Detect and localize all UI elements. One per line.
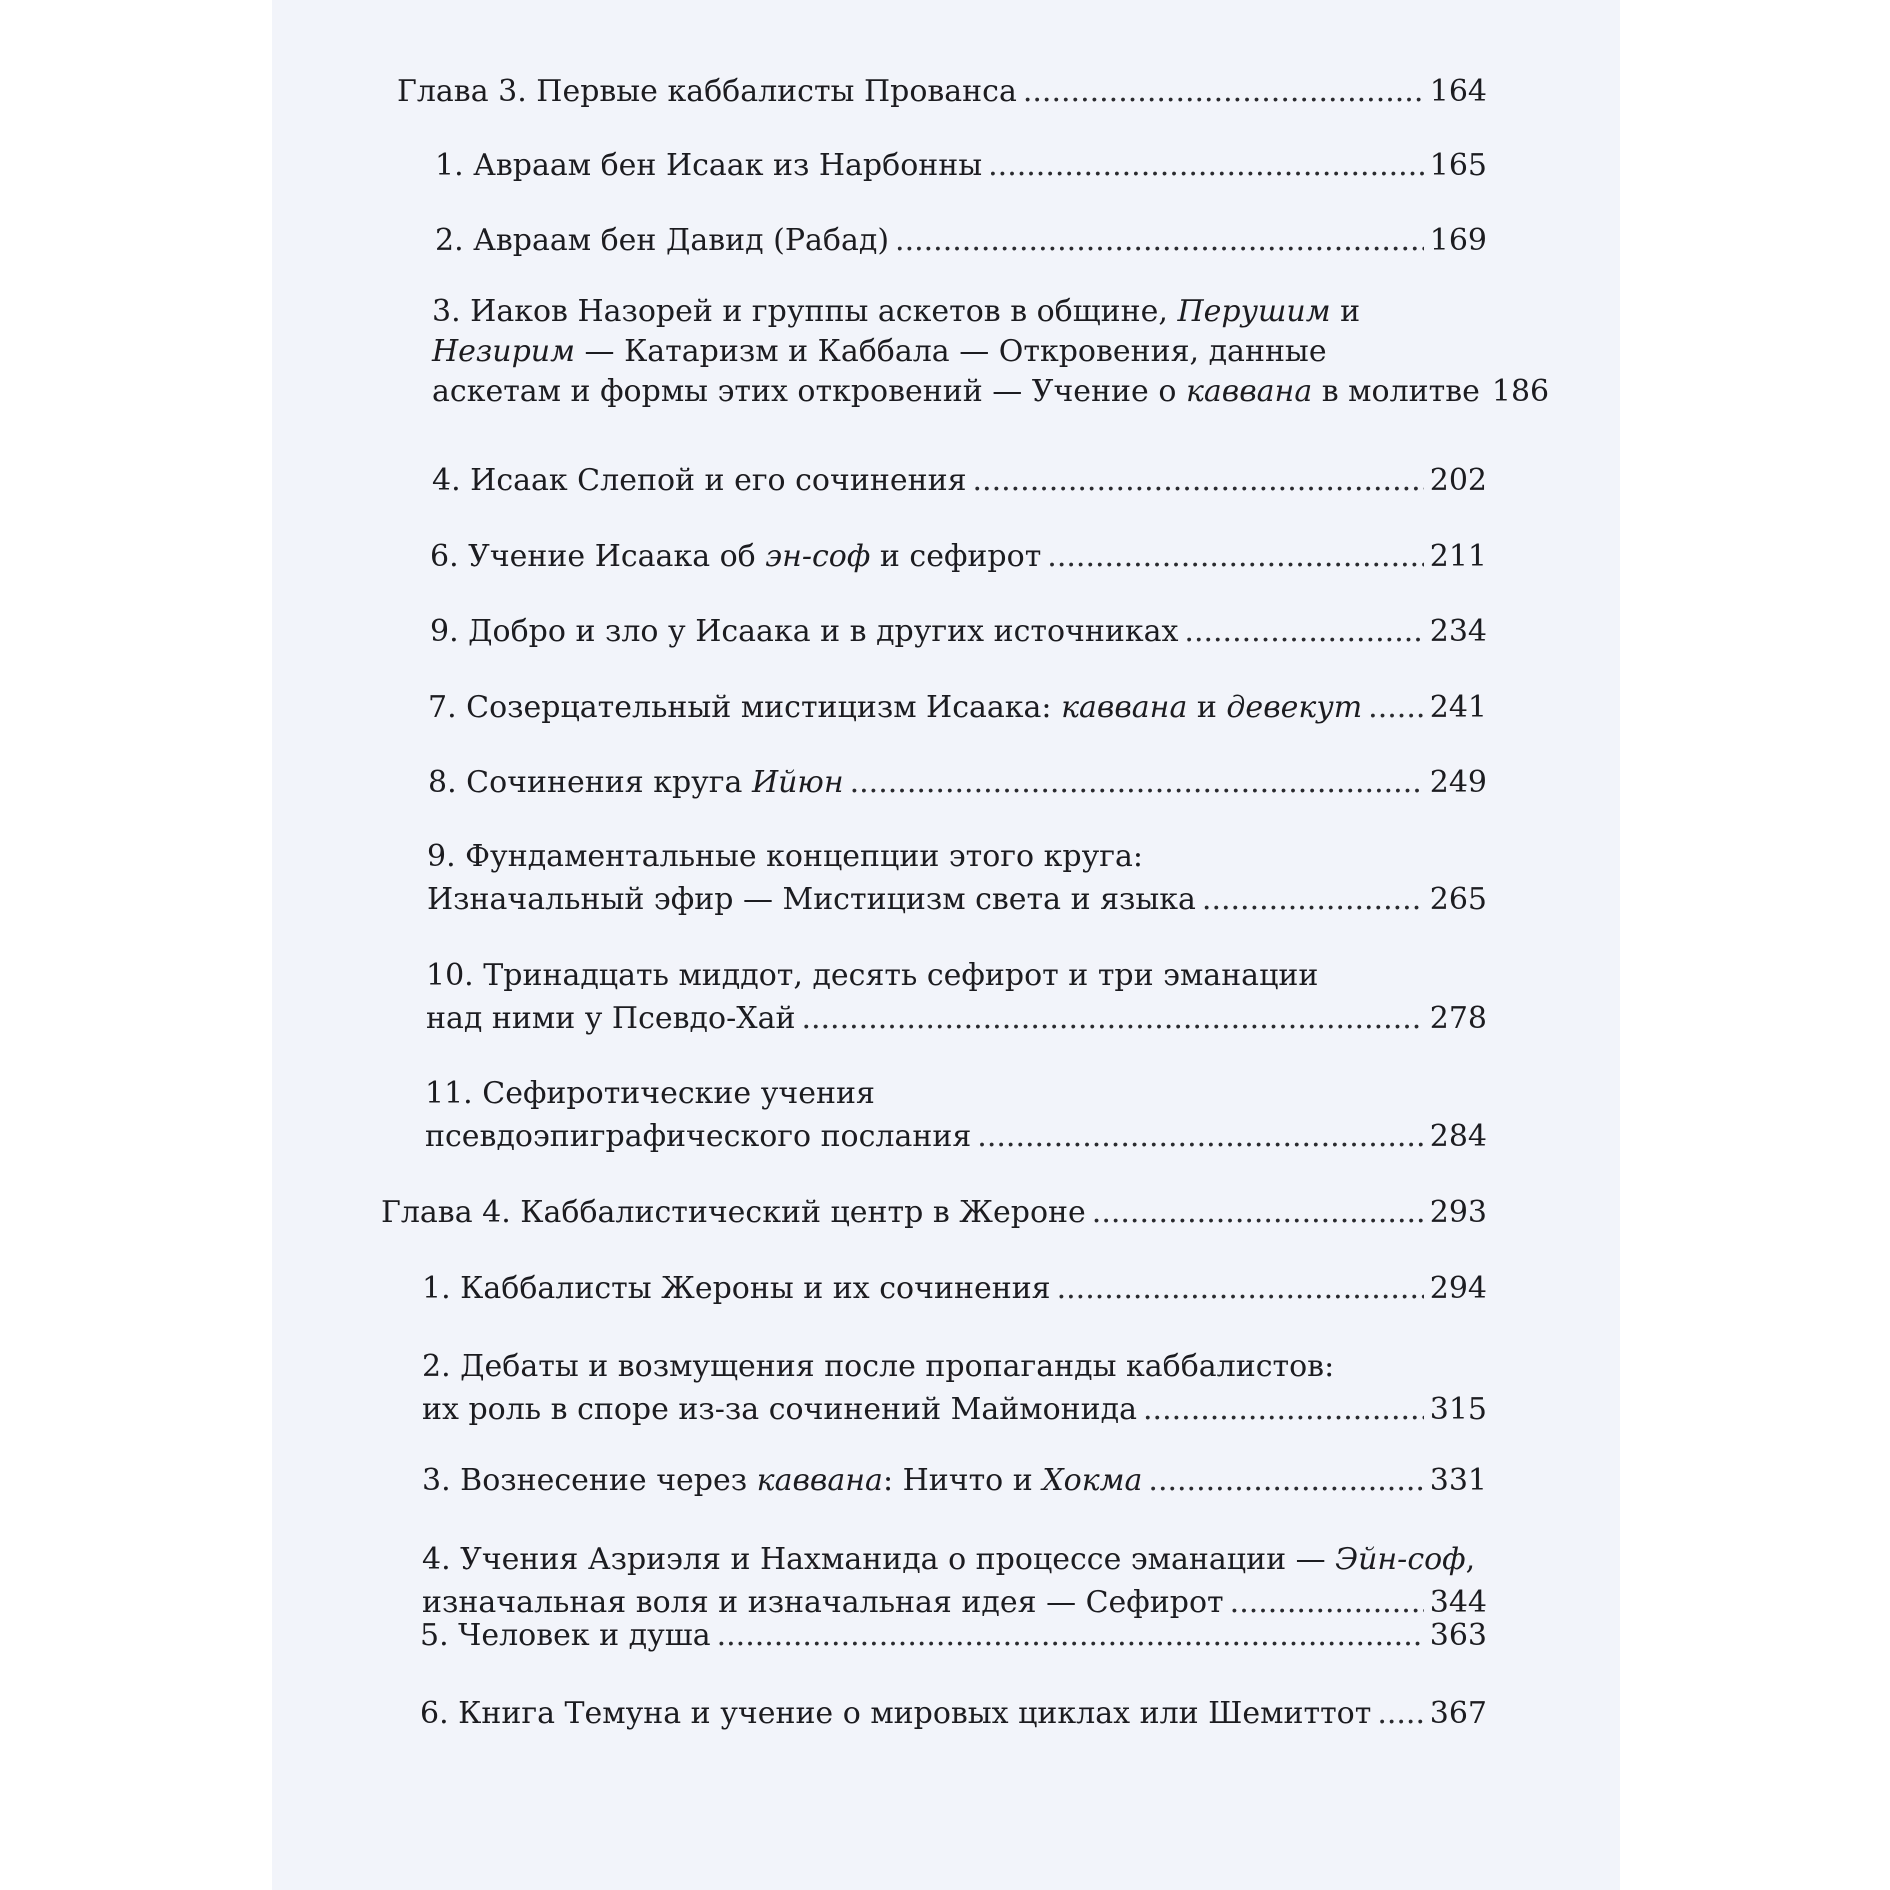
toc-entry-title bbox=[427, 835, 1143, 878]
toc-section-entry bbox=[422, 1345, 1487, 1431]
toc-entry-line bbox=[432, 461, 1487, 501]
page-number: 315 bbox=[1429, 1392, 1487, 1427]
title-text: 6. Учение Исаака об bbox=[430, 539, 766, 574]
dot-leader bbox=[1148, 1461, 1423, 1501]
title-text: и bbox=[1330, 294, 1361, 329]
page-number: 284 bbox=[1429, 1119, 1487, 1154]
title-text: 2. Дебаты и возмущения после пропаганды каббалистов: bbox=[422, 1349, 1335, 1384]
dot-leader bbox=[1092, 1193, 1424, 1233]
title-text: 4. Исаак Слепой и его сочинения bbox=[432, 463, 967, 498]
title-text: 6. Книга Темуна и учение о мировых циклах или Шемиттот bbox=[420, 1696, 1372, 1731]
toc-entry-title bbox=[422, 1345, 1334, 1388]
dot-leader bbox=[1377, 1694, 1423, 1734]
toc-entry-title bbox=[432, 461, 967, 501]
toc-entry-line bbox=[432, 292, 1487, 332]
toc-entry-title bbox=[422, 1269, 1051, 1309]
toc-section-entry bbox=[420, 1616, 1487, 1656]
page-number: 265 bbox=[1429, 882, 1487, 917]
page-number: 211 bbox=[1429, 539, 1487, 574]
title-text: Глава 4. Каббалистический центр в Жероне bbox=[381, 1195, 1086, 1230]
toc-section-entry bbox=[435, 221, 1487, 261]
toc-entry-line bbox=[425, 1115, 1487, 1158]
toc-entry-title bbox=[422, 1461, 1142, 1501]
toc-entry-title bbox=[425, 1072, 875, 1115]
toc-entry-line bbox=[430, 537, 1487, 577]
dot-leader bbox=[1047, 537, 1423, 577]
toc-section-entry bbox=[428, 688, 1487, 728]
toc-section-entry bbox=[422, 1538, 1487, 1624]
title-text: и bbox=[1187, 690, 1227, 725]
toc-entry-title bbox=[428, 763, 844, 803]
title-text: 7. Созерцательный мистицизм Исаака: bbox=[428, 690, 1062, 725]
page-number: 249 bbox=[1429, 765, 1487, 800]
italic-term: девекут bbox=[1226, 690, 1363, 725]
toc-entry-title bbox=[435, 146, 982, 186]
title-text: — Катаризм и Каббала — Откровения, данные bbox=[575, 334, 1327, 369]
title-text: : Ничто и bbox=[882, 1463, 1043, 1498]
toc-section-entry bbox=[432, 461, 1487, 501]
toc-entry-title bbox=[426, 954, 1318, 997]
dot-leader bbox=[977, 1115, 1423, 1158]
toc-entry-title bbox=[425, 1115, 971, 1158]
dot-leader bbox=[801, 997, 1423, 1040]
toc-section-entry bbox=[430, 612, 1487, 652]
toc-entry-line bbox=[427, 878, 1487, 921]
page-number: 293 bbox=[1429, 1195, 1487, 1230]
title-text: псевдоэпиграфического послания bbox=[425, 1119, 972, 1154]
italic-term: каввана bbox=[1185, 374, 1313, 409]
page-number: 234 bbox=[1429, 614, 1487, 649]
toc-section-entry bbox=[435, 146, 1487, 186]
toc-chapter-entry bbox=[397, 72, 1487, 112]
toc-entry-line bbox=[397, 72, 1487, 112]
italic-term: каввана bbox=[756, 1463, 883, 1498]
toc-entry-line bbox=[435, 221, 1487, 261]
toc-entry-title bbox=[420, 1694, 1371, 1734]
dot-leader bbox=[1184, 612, 1423, 652]
page-number: 344 bbox=[1429, 1585, 1487, 1620]
title-text: 10. Тринадцать миддот, десять сефирот и три эманации bbox=[426, 958, 1319, 993]
page-number: 294 bbox=[1429, 1271, 1487, 1306]
toc-entry-line bbox=[422, 1269, 1487, 1309]
page-number: 331 bbox=[1429, 1463, 1487, 1498]
toc-entry-title bbox=[432, 332, 1327, 372]
toc-entry-title bbox=[432, 372, 1480, 412]
page-number: 186 bbox=[1491, 374, 1550, 409]
toc-entry-line bbox=[420, 1616, 1487, 1656]
title-text: 3. Вознесение через bbox=[422, 1463, 757, 1498]
title-text: их роль в споре из-за сочинений Маймонида bbox=[422, 1392, 1138, 1427]
title-text: 3. Иаков Назорей и группы аскетов в общине, bbox=[432, 294, 1178, 329]
toc-entry-title bbox=[432, 292, 1360, 332]
toc-entry-title bbox=[435, 221, 889, 261]
italic-term: Перушим bbox=[1177, 294, 1331, 329]
title-text: в молитве bbox=[1312, 374, 1480, 409]
title-text: 2. Авраам бен Давид (Рабад) bbox=[435, 223, 890, 258]
title-text: Глава 3. Первые каббалисты Прованса bbox=[397, 74, 1017, 109]
toc-entry-line bbox=[427, 835, 1487, 878]
toc-section-entry bbox=[430, 537, 1487, 577]
italic-term: Ийюн bbox=[751, 765, 844, 800]
toc-entry-line bbox=[428, 763, 1487, 803]
page-number: 164 bbox=[1429, 74, 1487, 109]
toc-section-entry bbox=[422, 1269, 1487, 1309]
toc-section-entry bbox=[425, 1072, 1487, 1158]
table-of-contents bbox=[272, 0, 1620, 1890]
toc-entry-title bbox=[422, 1388, 1137, 1431]
toc-section-entry bbox=[420, 1694, 1487, 1734]
toc-entry-line bbox=[422, 1345, 1487, 1388]
toc-entry-line bbox=[420, 1694, 1487, 1734]
toc-entry-line bbox=[425, 1072, 1487, 1115]
title-text: изначальная воля и изначальная идея — Сефирот bbox=[422, 1585, 1224, 1620]
title-text: 1. Каббалисты Жероны и их сочинения bbox=[422, 1271, 1051, 1306]
dot-leader bbox=[895, 221, 1424, 261]
dot-leader bbox=[1023, 72, 1424, 112]
toc-entry-title bbox=[381, 1193, 1086, 1233]
toc-entry-line bbox=[430, 612, 1487, 652]
toc-entry-line bbox=[422, 1461, 1487, 1501]
dot-leader bbox=[1202, 878, 1424, 921]
dot-leader bbox=[1057, 1269, 1424, 1309]
italic-term: эн-соф bbox=[765, 539, 871, 574]
page-number: 169 bbox=[1429, 223, 1487, 258]
toc-entry-line bbox=[432, 332, 1487, 372]
toc-entry-title bbox=[420, 1616, 711, 1656]
page-number: 363 bbox=[1429, 1618, 1487, 1653]
toc-entry-line bbox=[422, 1388, 1487, 1431]
book-page bbox=[272, 0, 1620, 1890]
page-number: 241 bbox=[1429, 690, 1487, 725]
toc-section-entry bbox=[422, 1461, 1487, 1501]
title-text: 4. Учения Азриэля и Нахманида о процессе эманации — bbox=[422, 1542, 1336, 1577]
italic-term: Хокма bbox=[1042, 1463, 1143, 1498]
title-text: 11. Сефиротические учения bbox=[425, 1076, 875, 1111]
dot-leader bbox=[717, 1616, 1424, 1656]
toc-section-entry bbox=[428, 763, 1487, 803]
toc-section-entry bbox=[427, 835, 1487, 921]
toc-entry-line bbox=[381, 1193, 1487, 1233]
italic-term: Незирим bbox=[432, 334, 575, 369]
title-text: , bbox=[1465, 1542, 1476, 1577]
title-text: 8. Сочинения круга bbox=[428, 765, 752, 800]
page-number: 165 bbox=[1429, 148, 1487, 183]
toc-entry-title bbox=[397, 72, 1017, 112]
toc-entry-line bbox=[432, 372, 1550, 412]
title-text: и сефирот bbox=[870, 539, 1042, 574]
dot-leader bbox=[1368, 688, 1424, 728]
title-text: над ними у Псевдо-Хай bbox=[426, 1001, 796, 1036]
title-text: аскетам и формы этих откровений — Учение о bbox=[432, 374, 1186, 409]
toc-entry-title bbox=[428, 688, 1362, 728]
dot-leader bbox=[1143, 1388, 1424, 1431]
dot-leader bbox=[973, 461, 1424, 501]
dot-leader bbox=[850, 763, 1424, 803]
toc-entry-title bbox=[430, 537, 1041, 577]
page-number: 202 bbox=[1429, 463, 1487, 498]
page-number: 278 bbox=[1429, 1001, 1487, 1036]
toc-section-entry bbox=[426, 954, 1487, 1040]
toc-entry-line bbox=[428, 688, 1487, 728]
title-text: 9. Добро и зло у Исаака и в других источниках bbox=[430, 614, 1179, 649]
title-text: 5. Человек и душа bbox=[420, 1618, 711, 1653]
toc-entry-title bbox=[426, 997, 795, 1040]
title-text: Изначальный эфир — Мистицизм света и языка bbox=[427, 882, 1196, 917]
title-text: 1. Авраам бен Исаак из Нарбонны bbox=[435, 148, 983, 183]
toc-entry-title bbox=[422, 1538, 1475, 1581]
toc-entry-line bbox=[435, 146, 1487, 186]
title-text: 9. Фундаментальные концепции этого круга: bbox=[427, 839, 1143, 874]
toc-section-entry bbox=[432, 292, 1550, 412]
page-number: 367 bbox=[1429, 1696, 1487, 1731]
toc-entry-line bbox=[422, 1538, 1487, 1581]
toc-entry-line bbox=[426, 997, 1487, 1040]
toc-chapter-entry bbox=[381, 1193, 1487, 1233]
italic-term: каввана bbox=[1061, 690, 1188, 725]
italic-term: Эйн-соф bbox=[1335, 1542, 1466, 1577]
toc-entry-title bbox=[427, 878, 1196, 921]
dot-leader bbox=[988, 146, 1424, 186]
toc-entry-title bbox=[430, 612, 1178, 652]
toc-entry-line bbox=[426, 954, 1487, 997]
